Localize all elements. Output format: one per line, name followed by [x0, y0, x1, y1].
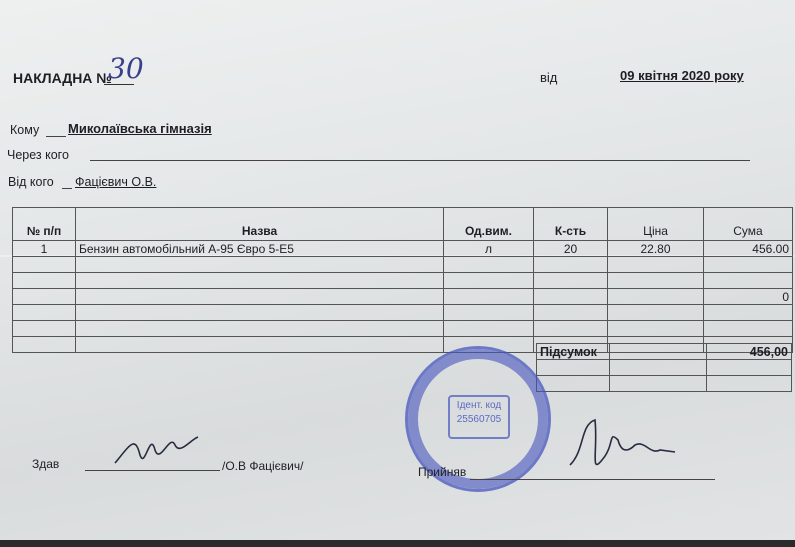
table-row — [13, 305, 793, 321]
cell — [13, 337, 76, 353]
summary-empty-cell — [610, 360, 707, 376]
cell — [608, 273, 704, 289]
summary-empty-cell — [707, 376, 792, 392]
to-label: Кому — [10, 123, 40, 137]
summary-empty-cell — [707, 360, 792, 376]
cell — [13, 289, 76, 305]
summary-empty-cell — [610, 344, 707, 360]
cell — [76, 305, 444, 321]
cell — [608, 289, 704, 305]
cell — [534, 273, 608, 289]
summary-table — [536, 343, 792, 392]
stamp-ident-code: 25560705 — [456, 414, 502, 425]
cell — [608, 321, 704, 337]
from-underline-left — [62, 188, 72, 189]
cell: 0 — [704, 289, 793, 305]
header-cell: К-сть — [534, 208, 608, 241]
summary-value: 456,00 — [707, 344, 792, 360]
summary-empty-cell — [610, 376, 707, 392]
table-row — [13, 257, 793, 273]
table-header-row — [13, 208, 793, 241]
invoice-date: 09 квітня 2020 року — [620, 68, 744, 83]
cell: 20 — [534, 241, 608, 257]
cell — [444, 257, 534, 273]
header-cell: № п/п — [13, 208, 76, 241]
invoice-number: 30 — [108, 52, 144, 85]
cell: л — [444, 241, 534, 257]
cell: 22.80 — [608, 241, 704, 257]
number-underline — [104, 84, 134, 85]
cell — [608, 305, 704, 321]
table-row — [13, 289, 793, 305]
cell — [13, 273, 76, 289]
invoice-title: НАКЛАДНА № — [13, 70, 112, 86]
cell — [76, 257, 444, 273]
table-row — [13, 321, 793, 337]
header-cell: Сума — [704, 208, 793, 241]
items-table — [12, 207, 793, 353]
cell: Бензин автомобільний А-95 Євро 5-Е5 — [76, 241, 444, 257]
cell — [534, 321, 608, 337]
handed-label: Здав — [32, 457, 60, 471]
from-value: Фацієвич О.В. — [75, 175, 157, 189]
header-cell: Ціна — [608, 208, 704, 241]
cell — [534, 289, 608, 305]
via-label: Через кого — [7, 148, 69, 162]
cell — [704, 321, 793, 337]
summary-empty-cell — [537, 376, 610, 392]
received-label: Прийняв — [418, 465, 467, 479]
header-cell: Од.вим. — [444, 208, 534, 241]
cell: 456.00 — [704, 241, 793, 257]
cell — [76, 273, 444, 289]
cell — [76, 289, 444, 305]
cell — [76, 321, 444, 337]
cell — [444, 273, 534, 289]
to-value: Миколаївська гімназія — [68, 121, 212, 136]
cell — [704, 305, 793, 321]
via-underline — [90, 160, 750, 161]
cell — [608, 257, 704, 273]
cell — [13, 321, 76, 337]
cell — [704, 257, 793, 273]
date-prefix-label: від — [540, 70, 558, 85]
cell — [13, 305, 76, 321]
cell — [13, 257, 76, 273]
stamp-ident-label: Ідент. код — [456, 400, 502, 411]
cell — [444, 305, 534, 321]
cell — [534, 257, 608, 273]
summary-label: Підсумок — [537, 344, 610, 360]
received-signature — [560, 410, 680, 485]
handed-underline — [85, 470, 220, 471]
table-row — [13, 241, 793, 257]
summary-empty-cell — [537, 360, 610, 376]
handed-name: /О.В Фацієвич/ — [222, 459, 304, 473]
cell — [76, 337, 444, 353]
header-cell: Назва — [76, 208, 444, 241]
handed-signature — [110, 425, 200, 470]
stamp-ident-box — [448, 395, 510, 439]
cell — [444, 289, 534, 305]
from-label: Від кого — [8, 175, 54, 189]
cell: 1 — [13, 241, 76, 257]
cell — [704, 273, 793, 289]
to-underline-left — [46, 136, 66, 137]
table-row — [13, 273, 793, 289]
cell — [444, 321, 534, 337]
cell — [534, 305, 608, 321]
